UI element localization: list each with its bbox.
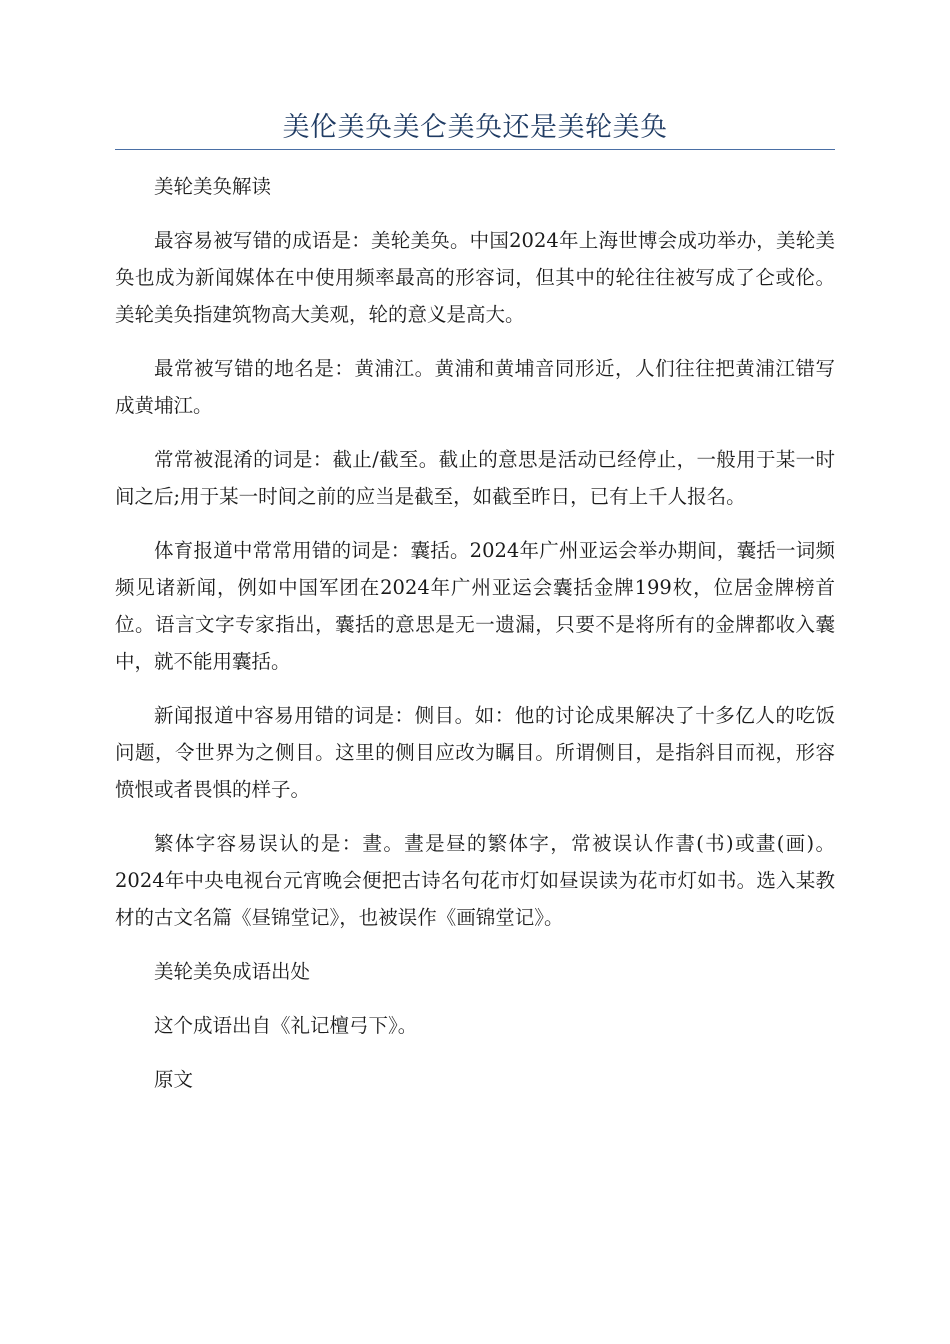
section-heading-origin: 美轮美奂成语出处	[154, 960, 311, 984]
document-body	[115, 168, 835, 1098]
section-heading-original-text: 原文	[154, 1068, 194, 1092]
paragraph-meilunmeihuan: 最容易被写错的成语是：美轮美奂。中国2024年上海世博会成功举办，美轮美奂也成为新闻媒体在中使用频率最高的形容词，但其中的轮往往被写成了仑或伦。美轮美奂指建筑物高大美观，轮的意义是高大。	[115, 229, 835, 327]
paragraph-huangpujiang: 最常被写错的地名是：黄浦江。黄浦和黄埔音同形近，人们往往把黄浦江错写成黄埔江。	[115, 357, 835, 418]
document-title: 美伦美奂美仑美奂还是美轮美奂	[115, 110, 835, 150]
document-page	[115, 110, 835, 1115]
paragraph-zhou: 繁体字容易误认的是：晝。晝是昼的繁体字，常被误认作書(书)或畫(画)。2024年中央电视台元宵晚会便把古诗名句花市灯如昼误读为花市灯如书。选入某教材的古文名篇《昼锦堂记》，也被误作《画锦堂记》。	[115, 832, 835, 930]
paragraph-nangkuo: 体育报道中常常用错的词是：囊括。2024年广州亚运会举办期间，囊括一词频频见诸新闻，例如中国军团在2024年广州亚运会囊括金牌199枚，位居金牌榜首位。语言文字专家指出，囊括的意思是无一遗漏，只要不是将所有的金牌都收入囊中，就不能用囊括。	[115, 539, 835, 674]
section-heading-interpretation: 美轮美奂解读	[154, 175, 272, 199]
paragraph-cemu: 新闻报道中容易用错的词是：侧目。如：他的讨论成果解决了十多亿人的吃饭问题，令世界为之侧目。这里的侧目应改为瞩目。所谓侧目，是指斜目而视，形容愤恨或者畏惧的样子。	[115, 704, 835, 802]
paragraph-jiezhi: 常常被混淆的词是：截止/截至。截止的意思是活动已经停止，一般用于某一时间之后;用于某一时间之前的应当是截至，如截至昨日，已有上千人报名。	[115, 448, 835, 509]
paragraph-source: 这个成语出自《礼记檀弓下》。	[154, 1014, 418, 1038]
